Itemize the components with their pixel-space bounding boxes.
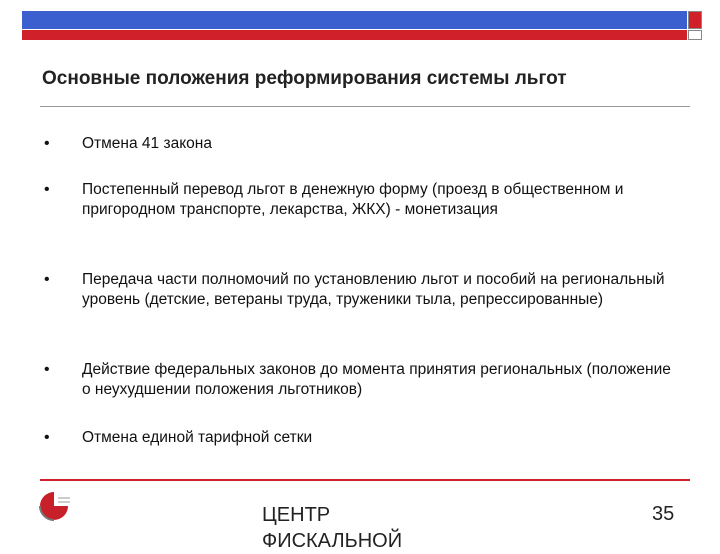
header-red-bar: [22, 30, 687, 40]
footer-line-2: ФИСКАЛЬНОЙ: [262, 530, 403, 552]
organization-logo-icon: [34, 488, 74, 524]
header-corner-outline: [688, 11, 702, 29]
title-divider: [40, 106, 690, 107]
footer-organization-name: [262, 502, 402, 554]
bullet-text: Передача части полномочий по установлению льгот и пособий на региональный уровень (детские, ветераны труда, труженики тыла, репрессированные): [82, 271, 665, 308]
bullet-text: Постепенный перевод льгот в денежную форму (проезд в общественном и пригородном транспорте, лекарства, ЖКХ) - монетизация: [82, 181, 624, 218]
bullet-item: [40, 428, 312, 448]
footer-divider: [40, 479, 690, 481]
slide-title: Основные положения реформирования системы льгот: [42, 68, 567, 89]
bullet-dot: •: [44, 361, 50, 378]
bullet-dot: •: [44, 135, 50, 152]
bullet-dot: •: [44, 429, 50, 446]
bullet-item: [40, 270, 680, 310]
bullet-item: [40, 360, 680, 400]
bullet-text: Действие федеральных законов до момента принятия региональных (положение о неухудшении положения льготников): [82, 361, 671, 398]
bullet-item: [40, 180, 680, 220]
bullet-dot: •: [44, 271, 50, 288]
header-blue-bar: [22, 11, 687, 29]
bullet-item: [40, 134, 212, 154]
bullet-text: Отмена единой тарифной сетки: [82, 429, 313, 446]
page-number: 35: [652, 503, 675, 525]
bullet-dot: •: [44, 181, 50, 198]
footer-line-1: ЦЕНТР: [262, 504, 331, 526]
header-corner-white-square: [688, 30, 702, 40]
bullet-text: Отмена 41 закона: [82, 135, 212, 152]
